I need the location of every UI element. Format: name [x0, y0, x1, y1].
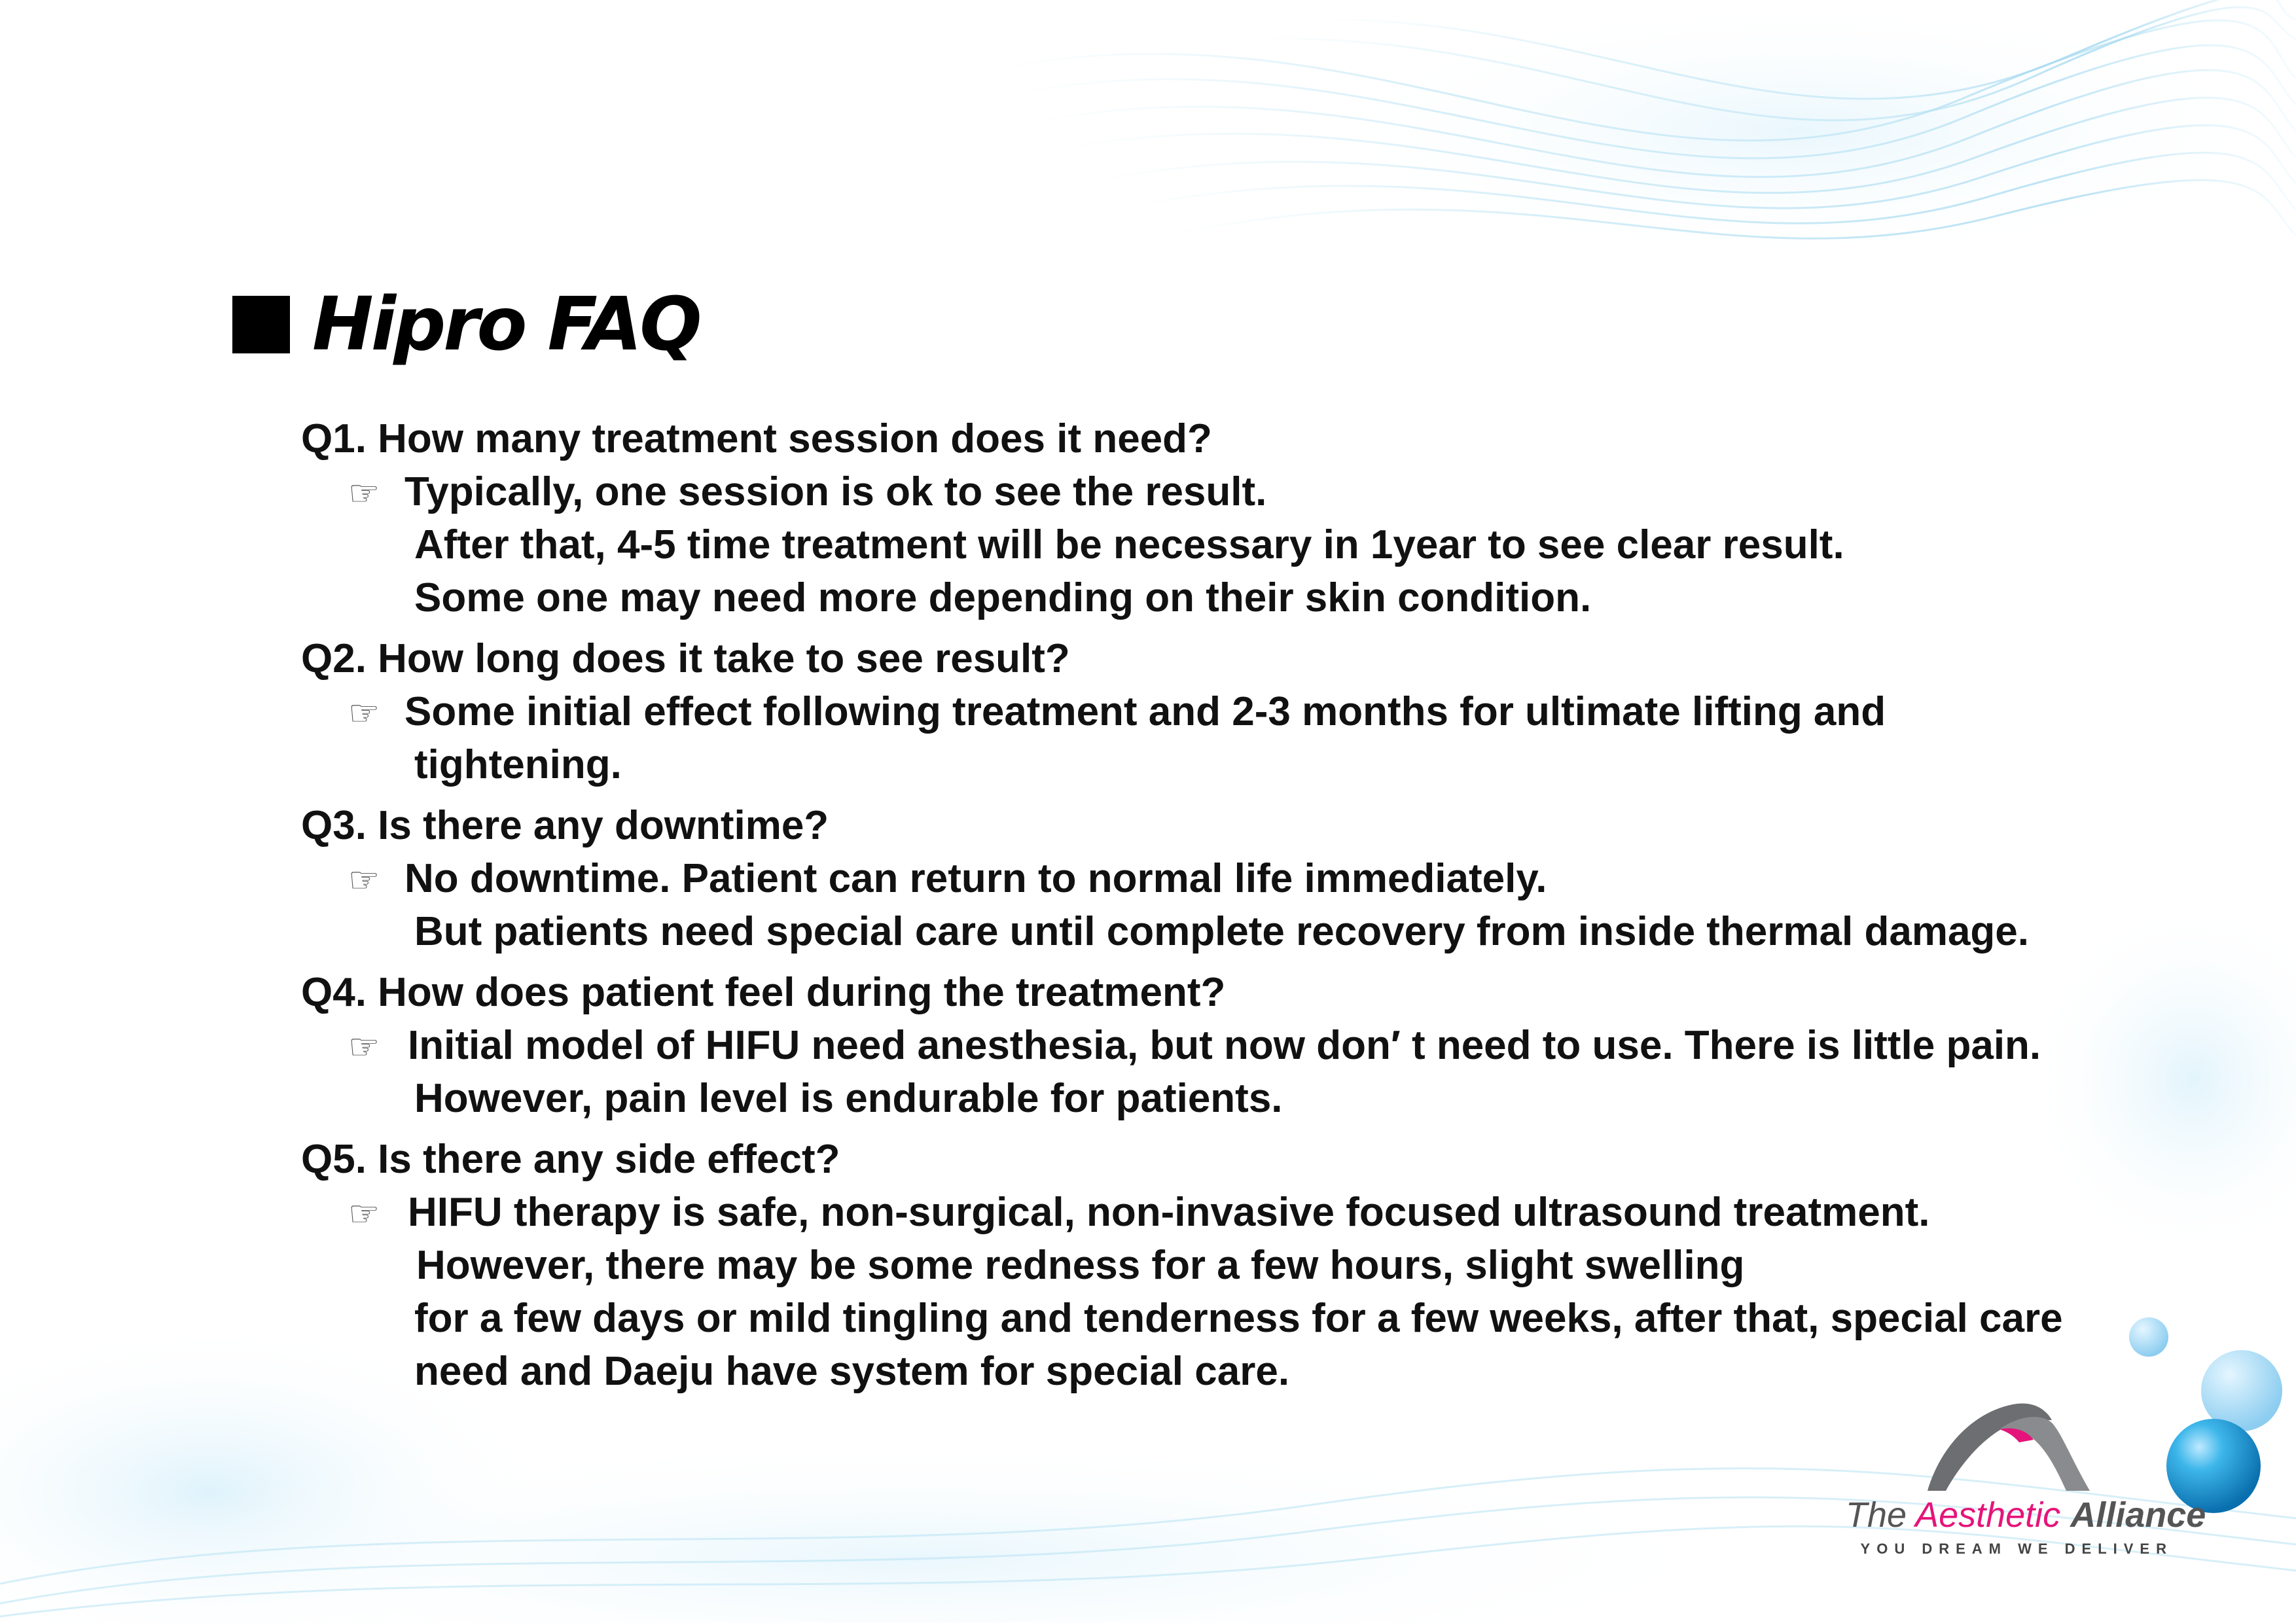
- answer-line: Typically, one session is ok to see the result.: [404, 469, 1267, 514]
- black-square-icon: [232, 296, 290, 353]
- faq-question: Q4. How does patient feel during the treatment?: [301, 970, 1226, 1015]
- faq-answer: [301, 685, 2199, 791]
- logo-word-alliance: Alliance: [2070, 1495, 2206, 1535]
- faq-answer: [301, 1186, 2199, 1398]
- answer-line: need and Daeju have system for special care.: [414, 1349, 1290, 1394]
- pointing-hand-icon: ☞: [348, 1026, 380, 1067]
- faq-list: [301, 412, 2199, 1406]
- faq-answer: [301, 1019, 2199, 1125]
- faq-item: [301, 966, 2199, 1125]
- pointing-hand-icon: ☞: [348, 692, 380, 734]
- logo-tagline: YOU DREAM WE DELIVER: [1860, 1541, 2173, 1557]
- answer-line: But patients need special care until complete recovery from inside thermal damage.: [414, 909, 2030, 954]
- faq-answer: [301, 852, 2199, 958]
- answer-line: tightening.: [414, 742, 622, 787]
- faq-question: Q2. How long does it take to see result?: [301, 636, 1070, 681]
- pointing-hand-icon: ☞: [348, 473, 380, 514]
- logo-swoosh-icon: [1921, 1400, 2091, 1492]
- answer-line: No downtime. Patient can return to normal life immediately.: [404, 856, 1547, 901]
- answer-line: Initial model of HIFU need anesthesia, but now don′ t need to use. There is little pain.: [408, 1023, 2041, 1068]
- logo-word-the: The: [1846, 1495, 1907, 1535]
- logo-wordmark: [1846, 1495, 2206, 1535]
- faq-question: Q3. Is there any downtime?: [301, 803, 829, 848]
- answer-line: However, there may be some redness for a few hours, slight swelling: [416, 1243, 1745, 1288]
- title-text: Hipro FAQ: [312, 282, 700, 367]
- answer-line: HIFU therapy is safe, non-surgical, non-invasive focused ultrasound treatment.: [408, 1190, 1930, 1235]
- logo-word-aesthetic: Aesthetic: [1915, 1495, 2061, 1535]
- answer-line: Some initial effect following treatment and 2-3 months for ultimate lifting and: [404, 689, 1886, 734]
- pointing-hand-icon: ☞: [348, 859, 380, 901]
- faq-question: Q5. Is there any side effect?: [301, 1137, 840, 1182]
- answer-line: After that, 4-5 time treatment will be necessary in 1year to see clear result.: [414, 522, 1844, 567]
- answer-line: However, pain level is endurable for patients.: [414, 1076, 1283, 1121]
- faq-answer: [301, 465, 2199, 624]
- answer-line: for a few days or mild tingling and tenderness for a few weeks, after that, special care: [414, 1296, 2063, 1341]
- answer-line: Some one may need more depending on their skin condition.: [414, 575, 1592, 620]
- pointing-hand-icon: ☞: [348, 1193, 380, 1234]
- faq-item: [301, 632, 2199, 791]
- page-title: [232, 282, 700, 367]
- faq-item: [301, 412, 2199, 624]
- faq-item: [301, 1133, 2199, 1398]
- faq-item: [301, 799, 2199, 958]
- faq-question: Q1. How many treatment session does it need?: [301, 416, 1212, 461]
- aesthetic-alliance-logo: [1846, 1400, 2206, 1571]
